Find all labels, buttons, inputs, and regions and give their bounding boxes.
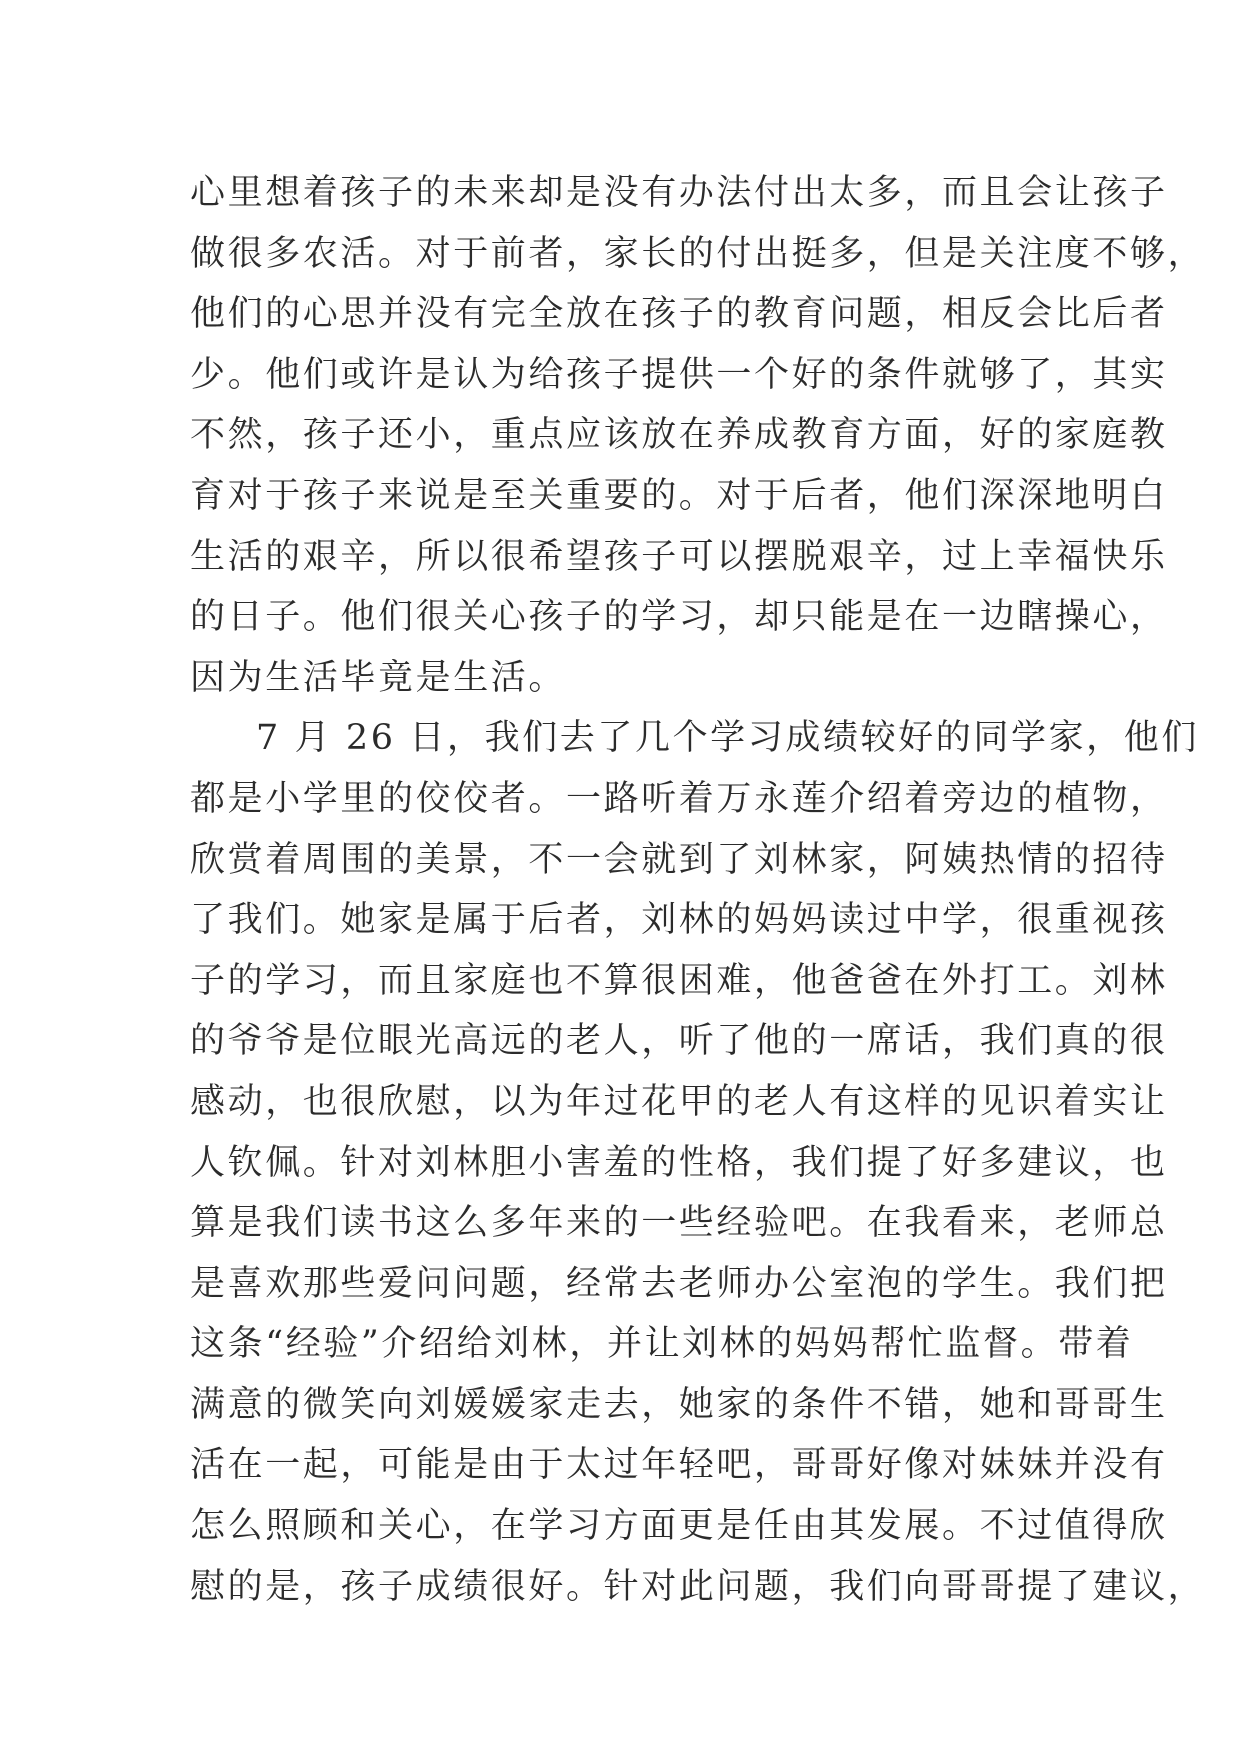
text-line: 欣赏着周围的美景，不一会就到了刘林家，阿姨热情的招待: [190, 839, 1168, 880]
text-line: 不然，孩子还小，重点应该放在养成教育方面，好的家庭教: [190, 415, 1168, 456]
text-line: 因为生活毕竟是生活。: [190, 657, 567, 698]
text-line: 了我们。她家是属于后者，刘林的妈妈读过中学，很重视孩: [190, 900, 1168, 941]
text-line: 都是小学里的佼佼者。一路听着万永莲介绍着旁边的植物，: [190, 778, 1168, 819]
text-line: 心里想着孩子的未来却是没有办法付出太多，而且会让孩子: [190, 173, 1168, 213]
text-line: 怎么照顾和关心，在学习方面更是任由其发展。不过值得欣: [190, 1506, 1168, 1547]
text-line: 的爷爷是位眼光高远的老人，听了他的一席话，我们真的很: [190, 1021, 1168, 1062]
text-line: 生活的艰辛，所以很希望孩子可以摆脱艰辛，过上幸福快乐: [190, 536, 1168, 577]
text-line: 活在一起，可能是由于太过年轻吧，哥哥好像对妹妹并没有: [190, 1445, 1168, 1486]
text-line: 这条“经验”介绍给刘林，并让刘林的妈妈帮忙监督。带着: [190, 1324, 1134, 1365]
text-line: 子的学习，而且家庭也不算很困难，他爸爸在外打工。刘林: [190, 960, 1168, 1001]
text-line: 少。他们或许是认为给孩子提供一个好的条件就够了，其实: [190, 354, 1168, 395]
body-text: [190, 163, 1206, 1617]
text-line: 做很多农活。对于前者，家长的付出挺多，但是关注度不够，: [190, 233, 1206, 274]
text-line: 人钦佩。针对刘林胆小害羞的性格，我们提了好多建议，也: [190, 1142, 1168, 1183]
text-line: 的日子。他们很关心孩子的学习，却只能是在一边瞎操心，: [190, 597, 1168, 638]
text-line: 是喜欢那些爱问问题，经常去老师办公室泡的学生。我们把: [190, 1263, 1168, 1304]
text-line: 算是我们读书这么多年来的一些经验吧。在我看来，老师总: [190, 1203, 1168, 1244]
text-line: 感动，也很欣慰，以为年过花甲的老人有这样的见识着实让: [190, 1081, 1168, 1122]
text-line: 慰的是，孩子成绩很好。针对此问题，我们向哥哥提了建议，: [190, 1566, 1206, 1607]
text-line: 满意的微笑向刘媛媛家走去，她家的条件不错，她和哥哥生: [190, 1384, 1168, 1425]
text-line: 他们的心思并没有完全放在孩子的教育问题，相反会比后者: [190, 294, 1168, 335]
paragraph-first-line: 7 月 26 日，我们去了几个学习成绩较好的同学家，他们: [256, 718, 1199, 759]
text-line: 育对于孩子来说是至关重要的。对于后者，他们深深地明白: [190, 475, 1168, 516]
